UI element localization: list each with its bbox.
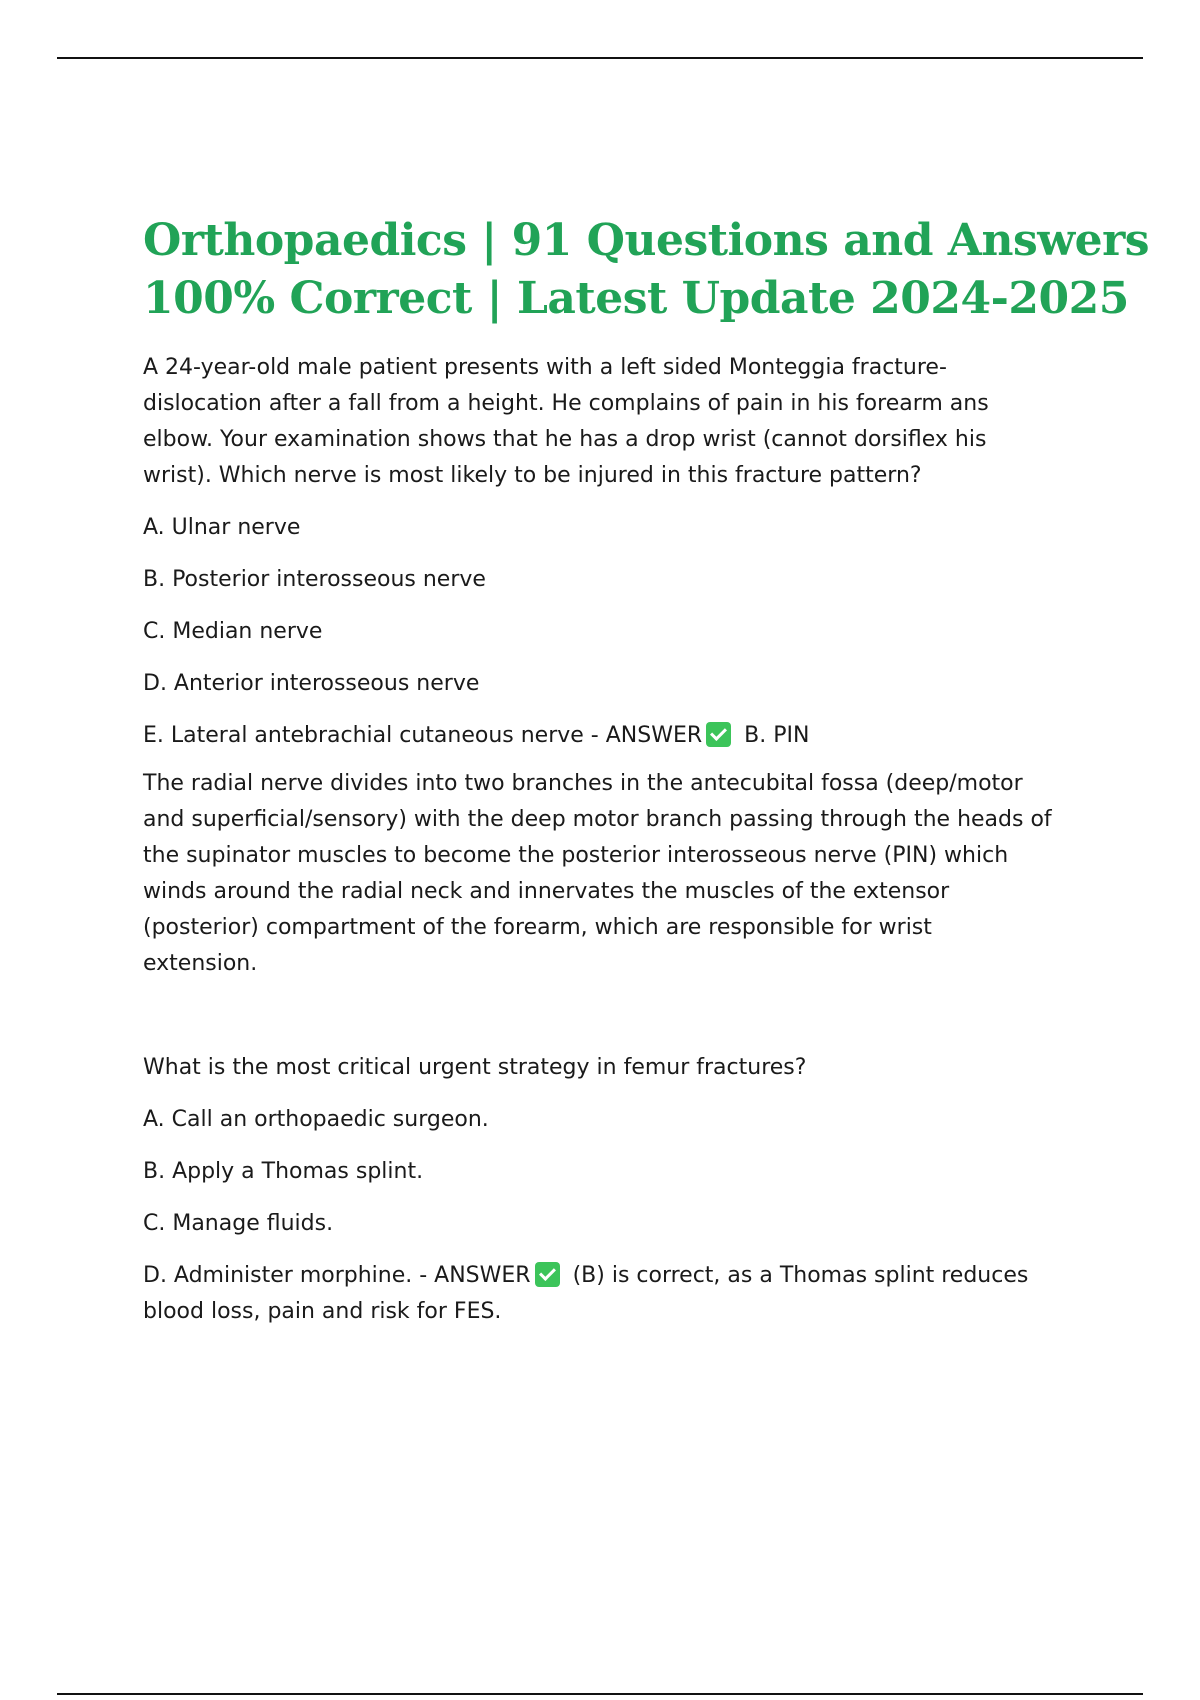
question-stem xyxy=(143,1050,1083,1086)
check-badge-icon xyxy=(706,722,731,747)
stem-line: A 24-year-old male patient presents with a left sided Monteggia fracture- xyxy=(143,355,947,380)
answer-text: B. PIN xyxy=(744,723,810,748)
answer-row xyxy=(143,718,1083,754)
answer-line xyxy=(143,1258,1083,1294)
check-badge-icon xyxy=(535,1262,560,1287)
answer-text: (B) is correct, as a Thomas splint reduces xyxy=(572,1263,1029,1288)
answer-option: A. Ulnar nerve xyxy=(143,515,301,540)
document-title xyxy=(143,212,1150,328)
explanation-line: and superficial/sensory) with the deep motor branch passing through the heads of xyxy=(143,807,1052,832)
answer-option: C. Median nerve xyxy=(143,619,323,644)
question-stem xyxy=(143,350,1083,494)
explanation-line: (posterior) compartment of the forearm, which are responsible for wrist xyxy=(143,915,932,940)
last-option: D. Administer morphine. - ANSWER xyxy=(143,1263,531,1288)
question-block xyxy=(143,350,1083,982)
answer-option: A. Call an orthopaedic surgeon. xyxy=(143,1107,489,1132)
last-option: E. Lateral antebrachial cutaneous nerve - ANSWER xyxy=(143,723,703,748)
title-line: 100% Correct | Latest Update 2024-2025 xyxy=(143,273,1129,324)
stem-line: What is the most critical urgent strategy in femur fractures? xyxy=(143,1055,807,1080)
answer-line xyxy=(143,718,1083,754)
answer-option: B. Posterior interosseous nerve xyxy=(143,567,486,592)
explanation-line: The radial nerve divides into two branches in the antecubital fossa (deep/motor xyxy=(143,771,1023,796)
document-body xyxy=(143,212,1150,1342)
title-line: Orthopaedics | 91 Questions and Answers xyxy=(143,215,1150,266)
stem-line: elbow. Your examination shows that he has a drop wrist (cannot dorsiflex his xyxy=(143,427,987,452)
answer-line: blood loss, pain and risk for FES. xyxy=(143,1299,502,1324)
stem-line: dislocation after a fall from a height. He complains of pain in his forearm ans xyxy=(143,391,989,416)
explanation xyxy=(143,766,1083,982)
answer-option: D. Anterior interosseous nerve xyxy=(143,671,480,696)
answer-row xyxy=(143,1258,1083,1330)
answer-option: C. Manage fluids. xyxy=(143,1211,334,1236)
explanation-line: winds around the radial neck and innervates the muscles of the extensor xyxy=(143,879,950,904)
top-rule xyxy=(57,57,1143,59)
answer-option: B. Apply a Thomas splint. xyxy=(143,1159,424,1184)
bottom-rule xyxy=(57,1693,1143,1695)
explanation-line: extension. xyxy=(143,951,258,976)
question-block xyxy=(143,1050,1083,1330)
explanation-line: the supinator muscles to become the posterior interosseous nerve (PIN) which xyxy=(143,843,1009,868)
stem-line: wrist). Which nerve is most likely to be injured in this fracture pattern? xyxy=(143,463,922,488)
